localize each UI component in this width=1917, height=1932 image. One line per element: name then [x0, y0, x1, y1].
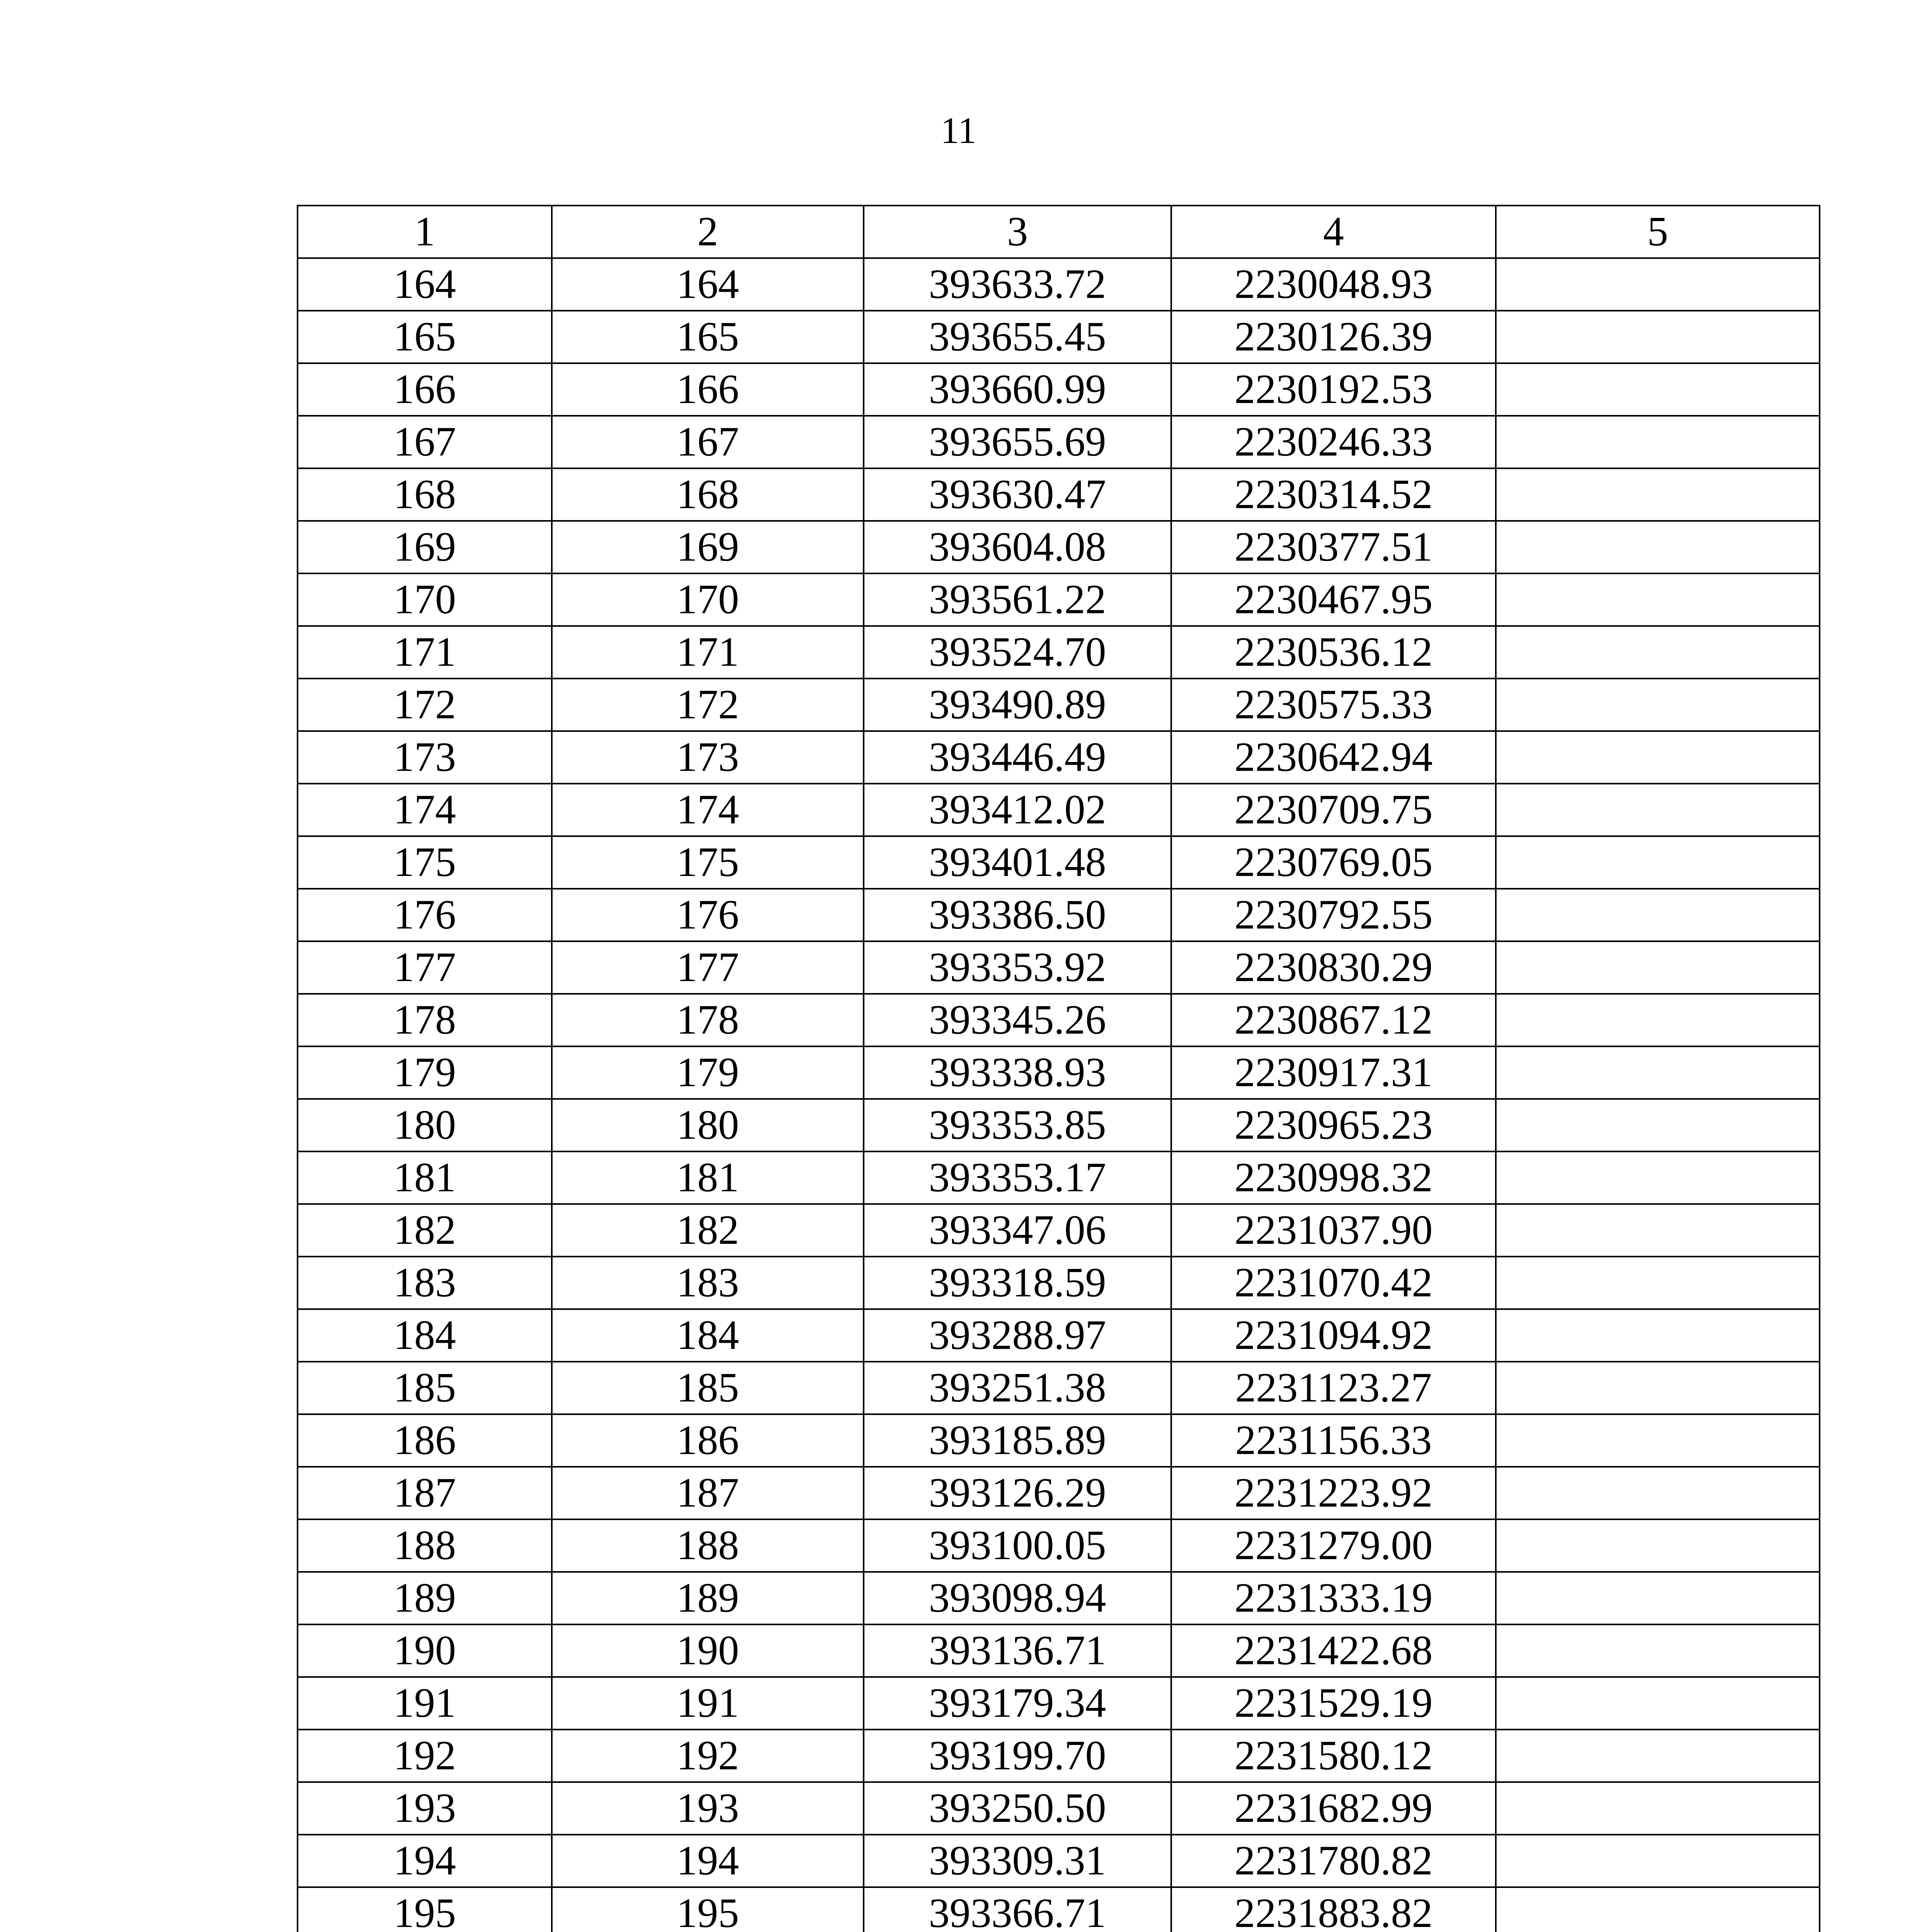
y-coordinate-cell: 2230048.93 [1171, 258, 1496, 311]
point-number-cell: 185 [552, 1362, 864, 1414]
note-cell [1496, 1519, 1820, 1572]
y-coordinate-cell: 2231094.92 [1171, 1309, 1496, 1362]
table-header-row [298, 206, 1820, 258]
y-coordinate-cell: 2230126.39 [1171, 311, 1496, 363]
point-number-cell: 190 [552, 1624, 864, 1677]
x-coordinate-cell: 393401.48 [864, 836, 1171, 889]
point-number-cell: 164 [552, 258, 864, 311]
point-number-cell: 171 [552, 626, 864, 679]
note-cell [1496, 836, 1820, 889]
table-row [298, 521, 1820, 573]
point-number-cell: 192 [298, 1730, 552, 1782]
y-coordinate-cell: 2230830.29 [1171, 941, 1496, 994]
column-header-5: 5 [1496, 206, 1820, 258]
point-number-cell: 173 [298, 731, 552, 784]
column-header-2: 2 [552, 206, 864, 258]
y-coordinate-cell: 2230965.23 [1171, 1099, 1496, 1151]
point-number-cell: 190 [298, 1624, 552, 1677]
x-coordinate-cell: 393561.22 [864, 573, 1171, 626]
table-row [298, 1730, 1820, 1782]
y-coordinate-cell: 2231780.82 [1171, 1835, 1496, 1887]
point-number-cell: 180 [552, 1099, 864, 1151]
y-coordinate-cell: 2230314.52 [1171, 468, 1496, 521]
note-cell [1496, 468, 1820, 521]
y-coordinate-cell: 2230792.55 [1171, 889, 1496, 941]
note-cell [1496, 1467, 1820, 1519]
x-coordinate-cell: 393345.26 [864, 994, 1171, 1046]
table-body [298, 258, 1820, 1932]
note-cell [1496, 311, 1820, 363]
point-number-cell: 175 [552, 836, 864, 889]
coordinates-table [297, 205, 1820, 1932]
point-number-cell: 174 [298, 784, 552, 836]
note-cell [1496, 521, 1820, 573]
x-coordinate-cell: 393630.47 [864, 468, 1171, 521]
point-number-cell: 177 [552, 941, 864, 994]
point-number-cell: 168 [298, 468, 552, 521]
x-coordinate-cell: 393288.97 [864, 1309, 1171, 1362]
point-number-cell: 181 [298, 1151, 552, 1204]
x-coordinate-cell: 393338.93 [864, 1046, 1171, 1099]
x-coordinate-cell: 393655.45 [864, 311, 1171, 363]
x-coordinate-cell: 393386.50 [864, 889, 1171, 941]
table-row [298, 1677, 1820, 1730]
y-coordinate-cell: 2231682.99 [1171, 1782, 1496, 1835]
point-number-cell: 189 [298, 1572, 552, 1624]
point-number-cell: 177 [298, 941, 552, 994]
point-number-cell: 173 [552, 731, 864, 784]
x-coordinate-cell: 393524.70 [864, 626, 1171, 679]
note-cell [1496, 363, 1820, 416]
table-row [298, 941, 1820, 994]
note-cell [1496, 1677, 1820, 1730]
x-coordinate-cell: 393412.02 [864, 784, 1171, 836]
page-number: 11 [941, 110, 976, 151]
point-number-cell: 171 [298, 626, 552, 679]
table-row [298, 1414, 1820, 1467]
point-number-cell: 167 [298, 416, 552, 468]
note-cell [1496, 1151, 1820, 1204]
table-row [298, 363, 1820, 416]
table-row [298, 1572, 1820, 1624]
point-number-cell: 194 [552, 1835, 864, 1887]
point-number-cell: 185 [298, 1362, 552, 1414]
y-coordinate-cell: 2230467.95 [1171, 573, 1496, 626]
x-coordinate-cell: 393098.94 [864, 1572, 1171, 1624]
point-number-cell: 176 [298, 889, 552, 941]
point-number-cell: 172 [298, 679, 552, 731]
note-cell [1496, 1204, 1820, 1257]
y-coordinate-cell: 2230709.75 [1171, 784, 1496, 836]
point-number-cell: 193 [298, 1782, 552, 1835]
y-coordinate-cell: 2230917.31 [1171, 1046, 1496, 1099]
y-coordinate-cell: 2231037.90 [1171, 1204, 1496, 1257]
table-row [298, 1257, 1820, 1309]
point-number-cell: 180 [298, 1099, 552, 1151]
y-coordinate-cell: 2231223.92 [1171, 1467, 1496, 1519]
point-number-cell: 188 [298, 1519, 552, 1572]
y-coordinate-cell: 2231123.27 [1171, 1362, 1496, 1414]
column-header-1: 1 [298, 206, 552, 258]
table-row [298, 1887, 1820, 1932]
note-cell [1496, 1624, 1820, 1677]
y-coordinate-cell: 2230377.51 [1171, 521, 1496, 573]
note-cell [1496, 941, 1820, 994]
table-row [298, 784, 1820, 836]
y-coordinate-cell: 2231333.19 [1171, 1572, 1496, 1624]
point-number-cell: 183 [552, 1257, 864, 1309]
note-cell [1496, 994, 1820, 1046]
y-coordinate-cell: 2231422.68 [1171, 1624, 1496, 1677]
point-number-cell: 167 [552, 416, 864, 468]
x-coordinate-cell: 393126.29 [864, 1467, 1171, 1519]
table-row [298, 626, 1820, 679]
table-row [298, 1309, 1820, 1362]
point-number-cell: 165 [552, 311, 864, 363]
table-row [298, 258, 1820, 311]
point-number-cell: 186 [552, 1414, 864, 1467]
note-cell [1496, 1099, 1820, 1151]
point-number-cell: 170 [298, 573, 552, 626]
y-coordinate-cell: 2230246.33 [1171, 416, 1496, 468]
table-row [298, 573, 1820, 626]
note-cell [1496, 1572, 1820, 1624]
point-number-cell: 174 [552, 784, 864, 836]
point-number-cell: 164 [298, 258, 552, 311]
point-number-cell: 186 [298, 1414, 552, 1467]
y-coordinate-cell: 2231156.33 [1171, 1414, 1496, 1467]
table-row [298, 1099, 1820, 1151]
x-coordinate-cell: 393353.85 [864, 1099, 1171, 1151]
table-row [298, 836, 1820, 889]
table-row [298, 731, 1820, 784]
point-number-cell: 182 [552, 1204, 864, 1257]
note-cell [1496, 1730, 1820, 1782]
y-coordinate-cell: 2231529.19 [1171, 1677, 1496, 1730]
note-cell [1496, 1414, 1820, 1467]
x-coordinate-cell: 393446.49 [864, 731, 1171, 784]
table-row [298, 994, 1820, 1046]
table-row [298, 468, 1820, 521]
point-number-cell: 183 [298, 1257, 552, 1309]
note-cell [1496, 1362, 1820, 1414]
x-coordinate-cell: 393179.34 [864, 1677, 1171, 1730]
note-cell [1496, 731, 1820, 784]
y-coordinate-cell: 2230769.05 [1171, 836, 1496, 889]
x-coordinate-cell: 393490.89 [864, 679, 1171, 731]
point-number-cell: 178 [298, 994, 552, 1046]
column-header-4: 4 [1171, 206, 1496, 258]
point-number-cell: 187 [552, 1467, 864, 1519]
note-cell [1496, 1835, 1820, 1887]
table-row [298, 1835, 1820, 1887]
x-coordinate-cell: 393353.92 [864, 941, 1171, 994]
point-number-cell: 181 [552, 1151, 864, 1204]
x-coordinate-cell: 393318.59 [864, 1257, 1171, 1309]
note-cell [1496, 1782, 1820, 1835]
x-coordinate-cell: 393347.06 [864, 1204, 1171, 1257]
y-coordinate-cell: 2230536.12 [1171, 626, 1496, 679]
point-number-cell: 166 [298, 363, 552, 416]
y-coordinate-cell: 2230867.12 [1171, 994, 1496, 1046]
point-number-cell: 172 [552, 679, 864, 731]
table-row [298, 311, 1820, 363]
note-cell [1496, 889, 1820, 941]
y-coordinate-cell: 2231580.12 [1171, 1730, 1496, 1782]
y-coordinate-cell: 2231070.42 [1171, 1257, 1496, 1309]
y-coordinate-cell: 2231883.82 [1171, 1887, 1496, 1932]
point-number-cell: 193 [552, 1782, 864, 1835]
note-cell [1496, 1309, 1820, 1362]
column-header-3: 3 [864, 206, 1171, 258]
note-cell [1496, 1257, 1820, 1309]
note-cell [1496, 679, 1820, 731]
point-number-cell: 166 [552, 363, 864, 416]
point-number-cell: 182 [298, 1204, 552, 1257]
table-row [298, 1046, 1820, 1099]
x-coordinate-cell: 393353.17 [864, 1151, 1171, 1204]
point-number-cell: 192 [552, 1730, 864, 1782]
x-coordinate-cell: 393100.05 [864, 1519, 1171, 1572]
x-coordinate-cell: 393199.70 [864, 1730, 1171, 1782]
point-number-cell: 191 [298, 1677, 552, 1730]
x-coordinate-cell: 393366.71 [864, 1887, 1171, 1932]
x-coordinate-cell: 393655.69 [864, 416, 1171, 468]
note-cell [1496, 416, 1820, 468]
x-coordinate-cell: 393604.08 [864, 521, 1171, 573]
table-row [298, 679, 1820, 731]
y-coordinate-cell: 2230575.33 [1171, 679, 1496, 731]
x-coordinate-cell: 393136.71 [864, 1624, 1171, 1677]
point-number-cell: 194 [298, 1835, 552, 1887]
point-number-cell: 165 [298, 311, 552, 363]
x-coordinate-cell: 393185.89 [864, 1414, 1171, 1467]
table-row [298, 1624, 1820, 1677]
x-coordinate-cell: 393251.38 [864, 1362, 1171, 1414]
point-number-cell: 169 [298, 521, 552, 573]
point-number-cell: 176 [552, 889, 864, 941]
point-number-cell: 184 [552, 1309, 864, 1362]
point-number-cell: 168 [552, 468, 864, 521]
y-coordinate-cell: 2230192.53 [1171, 363, 1496, 416]
point-number-cell: 179 [552, 1046, 864, 1099]
note-cell [1496, 626, 1820, 679]
table-row [298, 1782, 1820, 1835]
y-coordinate-cell: 2231279.00 [1171, 1519, 1496, 1572]
table-row [298, 1467, 1820, 1519]
point-number-cell: 179 [298, 1046, 552, 1099]
point-number-cell: 195 [298, 1887, 552, 1932]
note-cell [1496, 784, 1820, 836]
point-number-cell: 195 [552, 1887, 864, 1932]
note-cell [1496, 258, 1820, 311]
x-coordinate-cell: 393660.99 [864, 363, 1171, 416]
point-number-cell: 188 [552, 1519, 864, 1572]
note-cell [1496, 1887, 1820, 1932]
note-cell [1496, 1046, 1820, 1099]
table-row [298, 889, 1820, 941]
point-number-cell: 170 [552, 573, 864, 626]
point-number-cell: 189 [552, 1572, 864, 1624]
table-row [298, 416, 1820, 468]
point-number-cell: 191 [552, 1677, 864, 1730]
x-coordinate-cell: 393250.50 [864, 1782, 1171, 1835]
table-row [298, 1362, 1820, 1414]
note-cell [1496, 573, 1820, 626]
y-coordinate-cell: 2230998.32 [1171, 1151, 1496, 1204]
point-number-cell: 187 [298, 1467, 552, 1519]
table-row [298, 1151, 1820, 1204]
point-number-cell: 178 [552, 994, 864, 1046]
table-row [298, 1519, 1820, 1572]
point-number-cell: 184 [298, 1309, 552, 1362]
point-number-cell: 169 [552, 521, 864, 573]
table-row [298, 1204, 1820, 1257]
point-number-cell: 175 [298, 836, 552, 889]
y-coordinate-cell: 2230642.94 [1171, 731, 1496, 784]
x-coordinate-cell: 393309.31 [864, 1835, 1171, 1887]
x-coordinate-cell: 393633.72 [864, 258, 1171, 311]
